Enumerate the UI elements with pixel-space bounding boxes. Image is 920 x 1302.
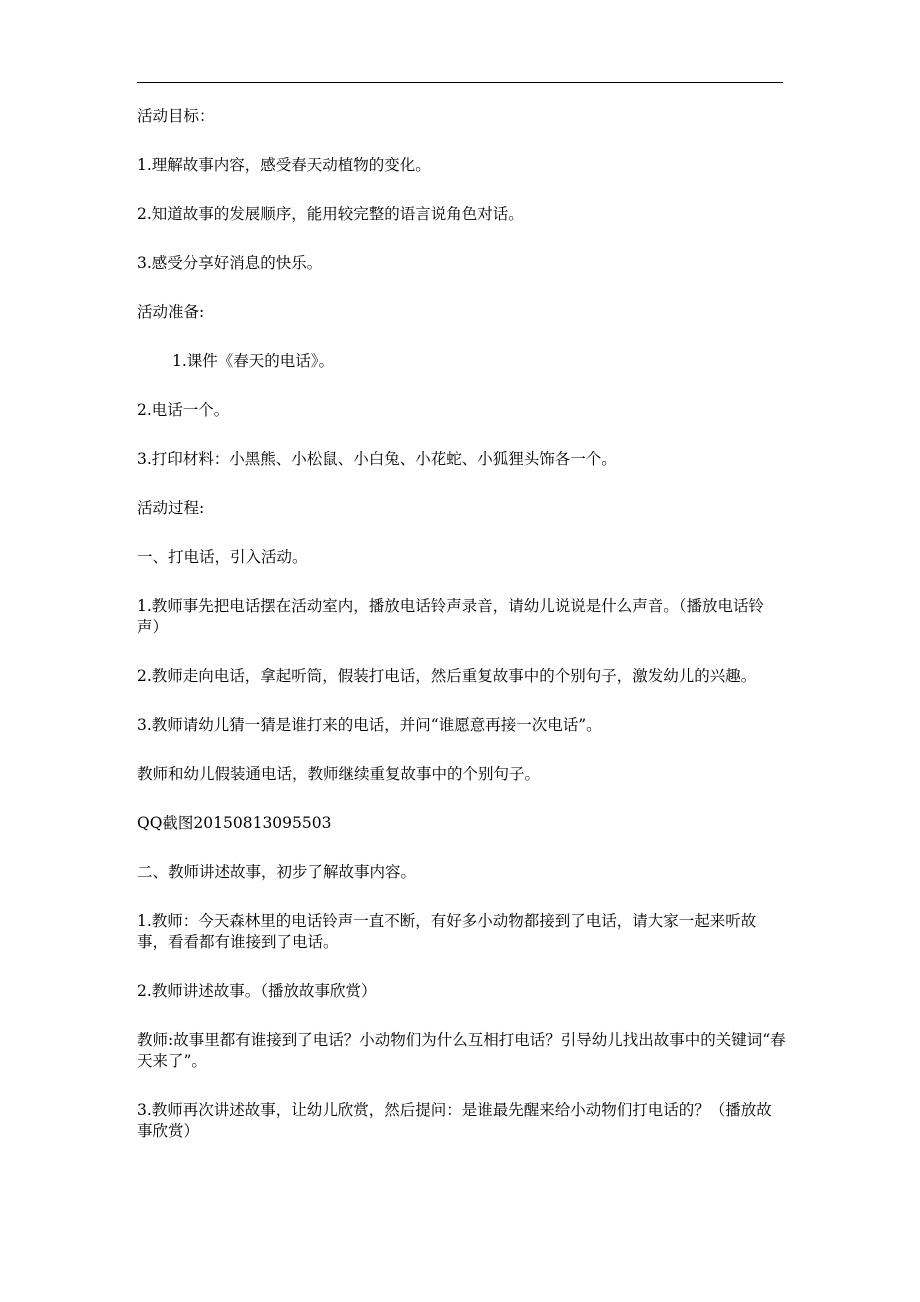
paragraph: 2.教师讲述故事。（播放故事欣赏） [137, 982, 377, 1000]
paragraph: 1.课件《春天的电话》。 [172, 352, 335, 370]
paragraph: 2.知道故事的发展顺序，能用较完整的语言说角色对话。 [137, 205, 524, 223]
paragraph: 1.理解故事内容，感受春天动植物的变化。 [137, 156, 431, 174]
paragraph: 3.打印材料：小黑熊、小松鼠、小白兔、小花蛇、小狐狸头饰各一个。 [137, 450, 617, 468]
section-heading-preparation: 活动准备: [137, 303, 205, 321]
paragraph: 教师:故事里都有谁接到了电话？小动物们为什么互相打电话？引导幼儿找出故事中的关键词“春天来了”。 [137, 1031, 786, 1070]
paragraph: 1.教师事先把电话摆在活动室内，播放电话铃声录音，请幼儿说说是什么声音。（播放电话铃声） [137, 597, 765, 636]
paragraph: 2.电话一个。 [137, 401, 230, 419]
paragraph: 1.教师：今天森林里的电话铃声一直不断，有好多小动物都接到了电话，请大家一起来听故事，看看都有谁接到了电话。 [137, 912, 757, 951]
paragraph: 一、打电话，引入活动。 [137, 548, 308, 566]
section-heading-process: 活动过程: [137, 499, 205, 517]
header-rule [137, 82, 783, 83]
paragraph: 教师和幼儿假装通电话，教师继续重复故事中的个别句子。 [137, 765, 541, 783]
paragraph: 3.教师再次讲述故事，让幼儿欣赏，然后提问：是谁最先醒来给小动物们打电话的？（播放故事欣赏） [137, 1101, 772, 1140]
image-caption: QQ截图20150813095503 [137, 814, 332, 832]
paragraph: 3.教师请幼儿猜一猜是谁打来的电话，并问“谁愿意再接一次电话”。 [137, 716, 602, 734]
paragraph: 2.教师走向电话，拿起听筒，假装打电话，然后重复故事中的个别句子，激发幼儿的兴趣。 [137, 667, 757, 685]
document-body [137, 106, 787, 1170]
section-heading-goals: 活动目标： [137, 107, 215, 125]
paragraph: 3.感受分享好消息的快乐。 [137, 254, 323, 272]
paragraph: 二、教师讲述故事，初步了解故事内容。 [137, 863, 417, 881]
